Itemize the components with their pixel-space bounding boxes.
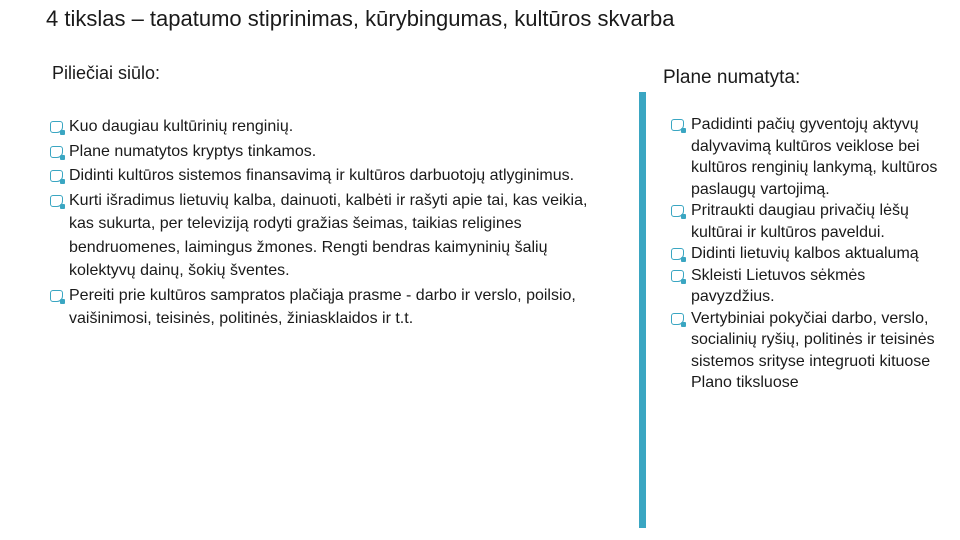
checkbox-bullet-icon bbox=[671, 313, 684, 325]
checkbox-bullet-icon bbox=[50, 121, 63, 133]
list-item bbox=[50, 115, 610, 139]
list-item bbox=[50, 140, 610, 164]
list-item bbox=[50, 164, 610, 188]
checkbox-bullet-icon bbox=[50, 170, 63, 182]
checkbox-bullet-icon bbox=[671, 248, 684, 260]
checkbox-bullet-icon bbox=[50, 146, 63, 158]
list-item bbox=[671, 265, 951, 308]
checkbox-bullet-icon bbox=[50, 290, 63, 302]
checkbox-bullet-icon bbox=[671, 119, 684, 131]
citizen-proposals-list bbox=[50, 115, 610, 332]
list-item bbox=[671, 200, 951, 243]
checkbox-bullet-icon bbox=[50, 195, 63, 207]
list-item-text: Pereiti prie kultūros sampratos plačiąja prasme - darbo ir verslo, poilsio, vaišinimosi, teisinės, politinės, žiniasklaidos ir t.t. bbox=[69, 286, 576, 327]
plan-goals-list bbox=[671, 114, 951, 394]
checkbox-bullet-icon bbox=[671, 205, 684, 217]
list-item-text: Pritraukti daugiau privačių lėšų kultūrai ir kultūros paveldui. bbox=[691, 202, 909, 241]
list-item-text: Didinti kultūros sistemos finansavimą ir kultūros darbuotojų atlyginimus. bbox=[69, 167, 575, 184]
right-heading: Plane numatyta: bbox=[663, 67, 801, 88]
list-item-text: Plane numatytos kryptys tinkamos. bbox=[69, 142, 317, 160]
list-item bbox=[671, 308, 951, 394]
list-item bbox=[671, 114, 951, 200]
list-item-text: Kurti išradimus lietuvių kalba, dainuoti, kalbėti ir rašyti apie tai, kas veikia, kas sukurta, per televiziją rodyti gražias šeimas, taikias religines bendruomenes, laimingus žmones. Rengti bendras kaimyninių šalių kolektyvų dainų, šokių šventes. bbox=[69, 191, 588, 279]
list-item-text: Didinti lietuvių kalbos aktualumą bbox=[691, 245, 919, 262]
list-item bbox=[50, 284, 610, 331]
list-item-text: Padidinti pačių gyventojų aktyvų dalyvavimą kultūros veiklose bei kultūros renginių lankymą, kultūros paslaugų vartojimą. bbox=[691, 116, 938, 198]
left-heading: Piliečiai siūlo: bbox=[52, 63, 161, 83]
slide-title: 4 tikslas – tapatumo stiprinimas, kūrybingumas, kultūros skvarba bbox=[46, 6, 675, 31]
checkbox-bullet-icon bbox=[671, 270, 684, 282]
list-item-text: Skleisti Lietuvos sėkmės pavyzdžius. bbox=[691, 266, 866, 305]
column-divider bbox=[639, 92, 646, 528]
list-item bbox=[671, 243, 951, 265]
list-item-text: Kuo daugiau kultūrinių renginių. bbox=[69, 118, 294, 135]
list-item bbox=[50, 189, 610, 283]
list-item-text: Vertybiniai pokyčiai darbo, verslo, socialinių ryšių, politinės ir teisinės sistemos srityse integruoti kituose Plano tiksluose bbox=[691, 309, 935, 391]
